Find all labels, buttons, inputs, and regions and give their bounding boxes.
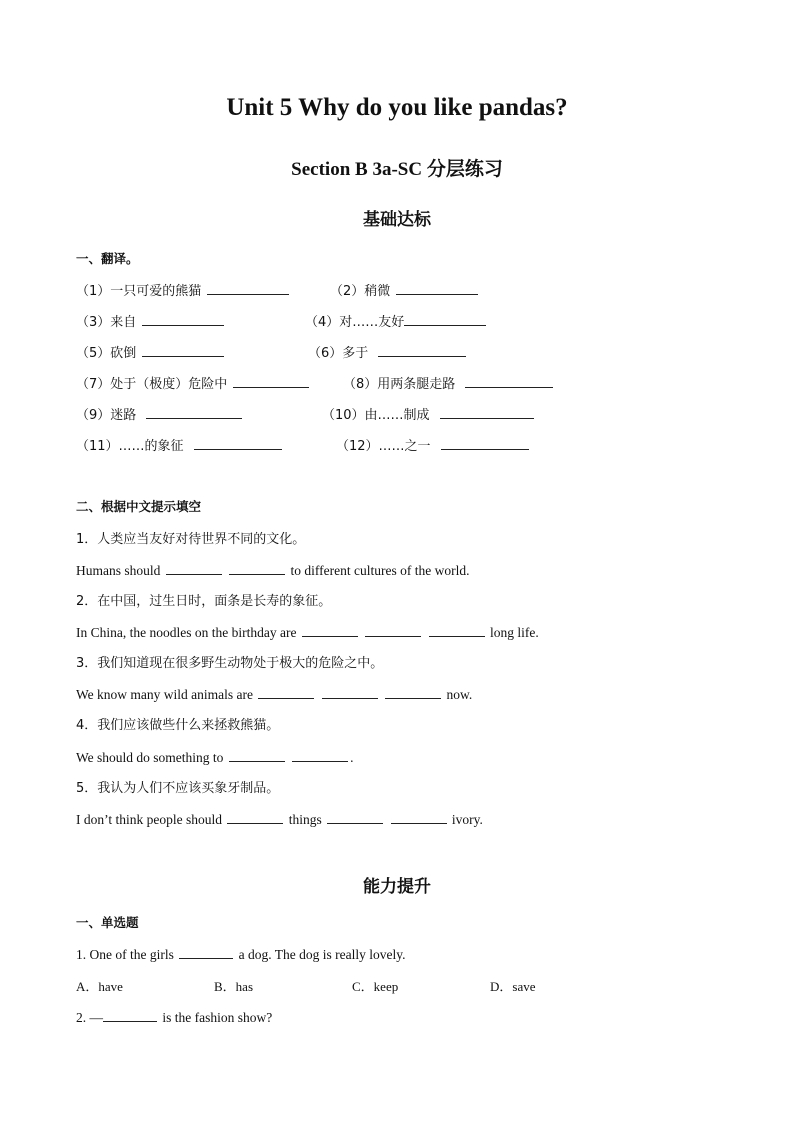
question-chinese: 5．我认为人们不应该买象牙制品。 — [76, 781, 280, 796]
vocab-item: （6）多于 — [308, 342, 466, 364]
answer-blank[interactable] — [146, 404, 242, 419]
vocab-item: （11）……的象征 — [76, 435, 282, 457]
answer-blank[interactable] — [327, 810, 383, 824]
vocab-item: （5）砍倒 — [76, 342, 224, 364]
section-heading-advanced: 能力提升 — [363, 877, 431, 897]
question-chinese: 4．我们应该做些什么来拯救熊猫。 — [76, 718, 280, 733]
answer-blank[interactable] — [378, 342, 466, 357]
answer-blank[interactable] — [440, 404, 534, 419]
question-english: In China, the noodles on the birthday are long life. — [76, 625, 539, 640]
mc-option-b[interactable]: B．has — [214, 979, 254, 994]
answer-blank[interactable] — [302, 623, 358, 637]
vocab-item: （4）对……友好 — [305, 311, 486, 333]
answer-blank[interactable] — [385, 685, 441, 699]
answer-blank[interactable] — [465, 373, 553, 388]
vocab-item: （10）由……制成 — [322, 404, 534, 426]
answer-blank[interactable] — [207, 280, 289, 295]
page-subtitle: Section B 3a-SC 分层练习 — [291, 159, 503, 180]
answer-blank[interactable] — [103, 1008, 157, 1022]
question-english: Humans should to different cultures of the world. — [76, 563, 470, 578]
answer-blank[interactable] — [322, 685, 378, 699]
question-chinese: 1．人类应当友好对待世界不同的文化。 — [76, 532, 306, 547]
answer-blank[interactable] — [227, 810, 283, 824]
answer-blank[interactable] — [441, 435, 529, 450]
answer-blank[interactable] — [365, 623, 421, 637]
vocab-item: （7）处于（极度）危险中 — [76, 373, 309, 395]
question-english: I don’t think people should things ivory. — [76, 812, 483, 827]
answer-blank[interactable] — [391, 810, 447, 824]
part1-heading: 一、翻译。 — [76, 251, 139, 266]
answer-blank[interactable] — [179, 945, 233, 959]
answer-blank[interactable] — [194, 435, 282, 450]
answer-blank[interactable] — [429, 623, 485, 637]
answer-blank[interactable] — [396, 280, 478, 295]
answer-blank[interactable] — [404, 311, 486, 326]
answer-blank[interactable] — [233, 373, 309, 388]
part2-heading: 二、根据中文提示填空 — [76, 499, 202, 514]
answer-blank[interactable] — [258, 685, 314, 699]
answer-blank[interactable] — [229, 561, 285, 575]
question-chinese: 2．在中国，过生日时，面条是长寿的象征。 — [76, 594, 332, 609]
section-heading-basic: 基础达标 — [363, 210, 431, 230]
mc-option-c[interactable]: C．keep — [352, 979, 399, 994]
answer-blank[interactable] — [166, 561, 222, 575]
answer-blank[interactable] — [142, 342, 224, 357]
question-english: We should do something to . — [76, 750, 354, 765]
answer-blank[interactable] — [229, 748, 285, 762]
vocab-item: （12）……之一 — [336, 435, 529, 457]
vocab-item: （2）稍微 — [330, 280, 478, 302]
vocab-item: （3）来自 — [76, 311, 224, 333]
mc-option-d[interactable]: D．save — [490, 979, 536, 994]
part3-heading: 一、单选题 — [76, 915, 139, 930]
mc-question: 1. One of the girls a dog. The dog is really lovely. — [76, 947, 406, 962]
vocab-item: （9）迷路 — [76, 404, 242, 426]
page-title: Unit 5 Why do you like pandas? — [226, 94, 568, 121]
vocab-item: （8）用两条腿走路 — [343, 373, 553, 395]
mc-option-a[interactable]: A．have — [76, 979, 123, 994]
question-english: We know many wild animals are now. — [76, 687, 473, 702]
question-chinese: 3．我们知道现在很多野生动物处于极大的危险之中。 — [76, 656, 384, 671]
answer-blank[interactable] — [142, 311, 224, 326]
vocab-item: （1）一只可爱的熊猫 — [76, 280, 289, 302]
answer-blank[interactable] — [292, 748, 348, 762]
mc-question: 2. — is the fashion show? — [76, 1010, 273, 1025]
